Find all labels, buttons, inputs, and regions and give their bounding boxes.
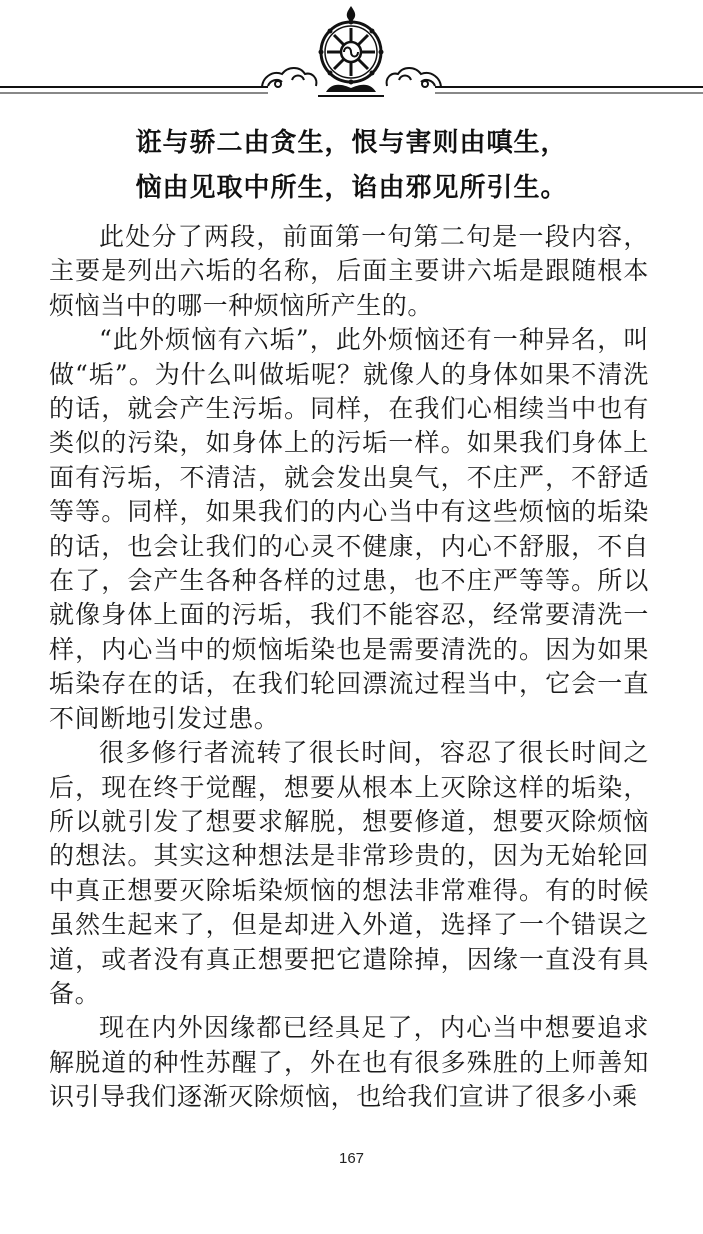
- verse-line-1: 诳与骄二由贪生，恨与害则由嗔生，: [135, 128, 568, 158]
- dharma-wheel-icon: [318, 6, 384, 96]
- paragraph-1: 此处分了两段，前面第一句第二句是一段内容，主要是列出六垢的名称，后面主要讲六垢是跟随根本烦恼当中的哪一种烦恼所产生的。: [49, 222, 649, 320]
- page-number: 167: [338, 1150, 365, 1167]
- paragraph-3: 很多修行者流转了很长时间，容忍了很长时间之后，现在终于觉醒，想要从根本上灭除这样的垢染，所以就引发了想要求解脱，想要修道，想要灭除烦恼的想法。其实这种想法是非常珍贵的，因为无始轮回中真正想要灭除垢染烦恼的想法非常难得。有的时候虽然生起来了，但是却进入外道，选择了一个错误之道，或者没有真正想要把它遣除掉，因缘一直没有具备。: [49, 738, 649, 1008]
- paragraph-2: “此外烦恼有六垢”，此外烦恼还有一种异名，叫做“垢”。为什么叫做垢呢？就像人的身体如果不清洗的话，就会产生污垢。同样，在我们心相续当中也有类似的污染，如身体上的污垢一样。如果我们身体上面有污垢，不清洁，就会发出臭气，不庄严，不舒适等等。同样，如果我们的内心当中有这些烦恼的垢染的话，也会让我们的心灵不健康，内心不舒服，不自在了，会产生各种各样的过患，也不庄严等等。所以就像身体上面的污垢，我们不能容忍，经常要清洗一样，内心当中的烦恼垢染也是需要清洗的。因为如果垢染存在的话，在我们轮回漂流过程当中，它会一直不间断地引发过患。: [49, 325, 649, 733]
- paragraph-4: 现在内外因缘都已经具足了，内心当中想要追求解脱道的种性苏醒了，外在也有很多殊胜的上师善知识引导我们逐渐灭除烦恼，也给我们宣讲了很多小乘: [49, 1013, 649, 1112]
- right-cloud-icon: [387, 68, 441, 88]
- verse-line-2: 恼由见取中所生，谄由邪见所引生。: [135, 173, 568, 203]
- header-ornament: [0, 0, 703, 110]
- left-cloud-icon: [262, 68, 316, 88]
- body-text: [49, 220, 649, 1115]
